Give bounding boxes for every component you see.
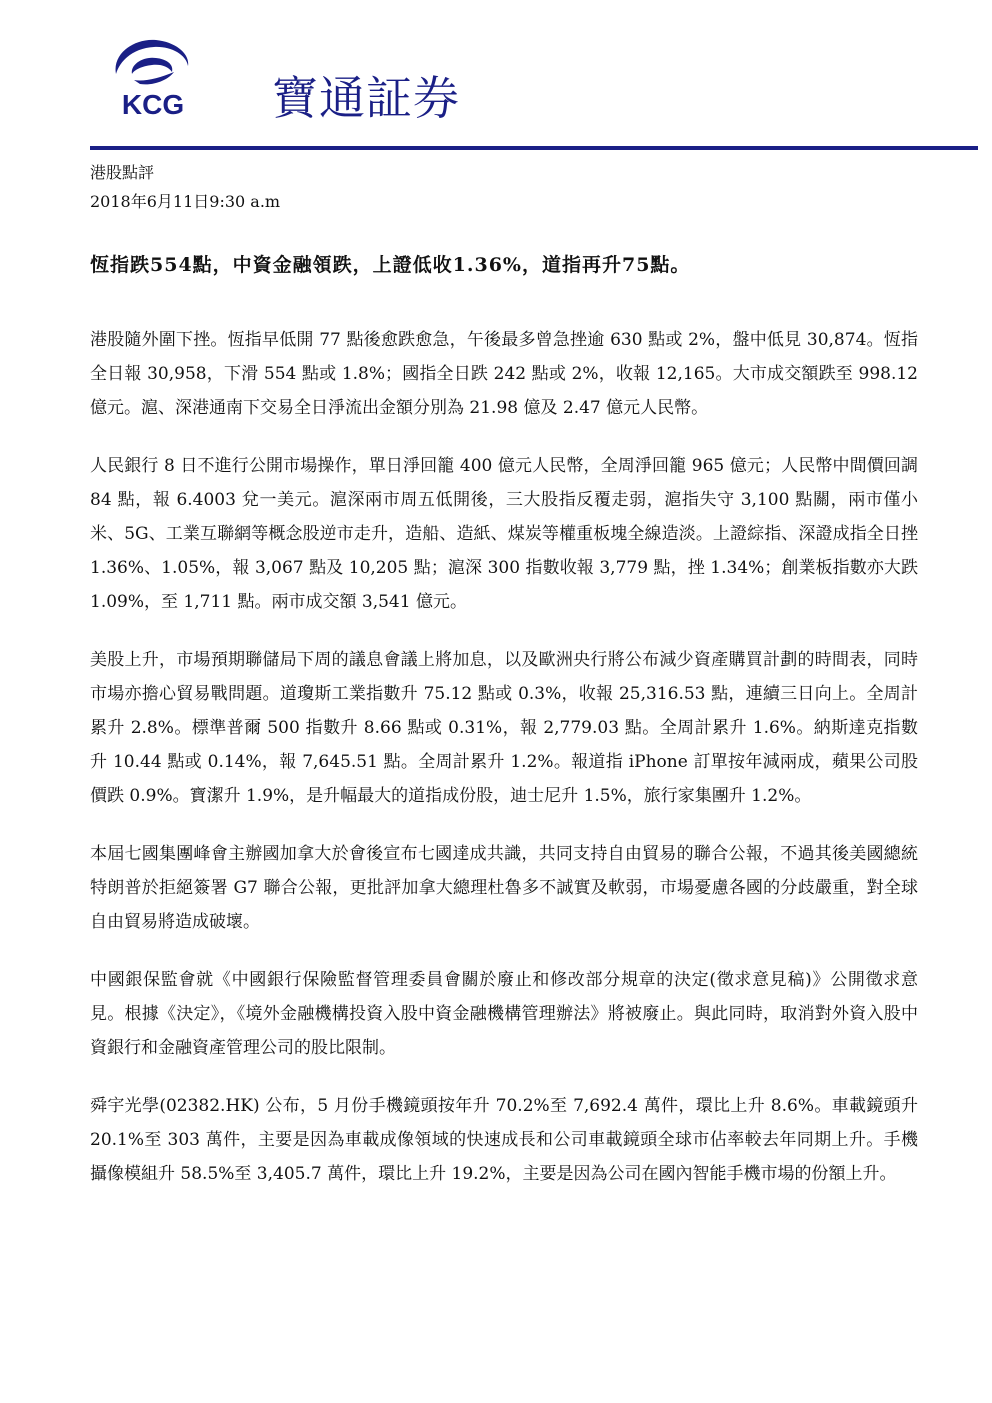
- paragraph-hk-market: 港股隨外圍下挫。恆指早低開 77 點後愈跌愈急，午後最多曾急挫逾 630 點或 2%，盤中低見 30,874。恆指全日報 30,958，下滑 554 點或 1.8%；國指全日跌 242 點或 2%，收報 12,165。大市成交額跌至 998.12 億元。滬、深港通南下交易全日淨流出金額分別為 21.98 億及 2.47 億元人民幣。: [90, 330, 918, 418]
- report-datetime: 2018年6月11日9:30 a.m: [90, 192, 281, 211]
- article-body: [90, 323, 918, 1215]
- paragraph-cbirc: 中國銀保監會就《中國銀行保險監督管理委員會關於廢止和修改部分規章的決定(徵求意見稿)》公開徵求意見。根據《決定》，《境外金融機構投資入股中資金融機構管理辦法》將被廢止。與此同時，取消對外資入股中資銀行和金融資產管理公司的股比限制。: [90, 970, 918, 1058]
- paragraph-china-market: 人民銀行 8 日不進行公開市場操作，單日淨回籠 400 億元人民幣，全周淨回籠 965 億元；人民幣中間價回調 84 點，報 6.4003 兌一美元。滬深兩市周五低開後，三大股指反覆走弱，滬指失守 3,100 點關，兩市僅小米、5G、工業互聯網等概念股逆市走升，造船、造紙、煤炭等權重板塊全線造淡。上證綜指、深證成指全日挫 1.36%、1.05%，報 3,067 點及 10,205 點；滬深 300 指數收報 3,779 點，挫 1.34%；創業板指數亦大跌 1.09%，至 1,711 點。兩市成交額 3,541 億元。: [90, 456, 918, 612]
- headline: 恆指跌554點，中資金融領跌，上證低收1.36%，道指再升75點。: [90, 254, 691, 276]
- svg-text:KCG: KCG: [121, 89, 185, 120]
- paragraph-us-market: 美股上升，市場預期聯儲局下周的議息會議上將加息，以及歐洲央行將公布減少資產購買計劃的時間表，同時市場亦擔心貿易戰問題。道瓊斯工業指數升 75.12 點或 0.3%，收報 25,316.53 點，連續三日向上。全周計累升 2.8%。標準普爾 500 指數升 8.66 點或 0.31%，報 2,779.03 點。全周計累升 1.6%。納斯達克指數升 10.44 點或 0.14%，報 7,645.51 點。全周計累升 1.2%。報道指 iPhone 訂單按年減兩成，蘋果公司股價跌 0.9%。寶潔升 1.9%，是升幅最大的道指成份股，迪士尼升 1.5%，旅行家集團升 1.2%。: [90, 650, 918, 806]
- report-category: 港股點評: [90, 163, 155, 182]
- paragraph-sunny-optical: 舜宇光學(02382.HK) 公布，5 月份手機鏡頭按年升 70.2%至 7,692.4 萬件，環比上升 8.6%。車載鏡頭升 20.1%至 303 萬件，主要是因為車載成像領域的快速成長和公司車載鏡頭全球市佔率較去年同期上升。手機攝像模組升 58.5%至 3,405.7 萬件，環比上升 19.2%，主要是因為公司在國內智能手機市場的份額上升。: [90, 1096, 918, 1184]
- paragraph-g7-summit: 本屆七國集團峰會主辦國加拿大於會後宣布七國達成共識，共同支持自由貿易的聯合公報，不過其後美國總統特朗普於拒絕簽署 G7 聯合公報，更批評加拿大總理杜魯多不誠實及軟弱，市場憂慮各國的分歧嚴重，對全球自由貿易將造成破壞。: [90, 844, 918, 932]
- header-divider: [90, 146, 978, 150]
- report-meta: [90, 158, 280, 216]
- brand-name: 寶通証券: [272, 71, 460, 125]
- kcg-logo: [104, 34, 202, 120]
